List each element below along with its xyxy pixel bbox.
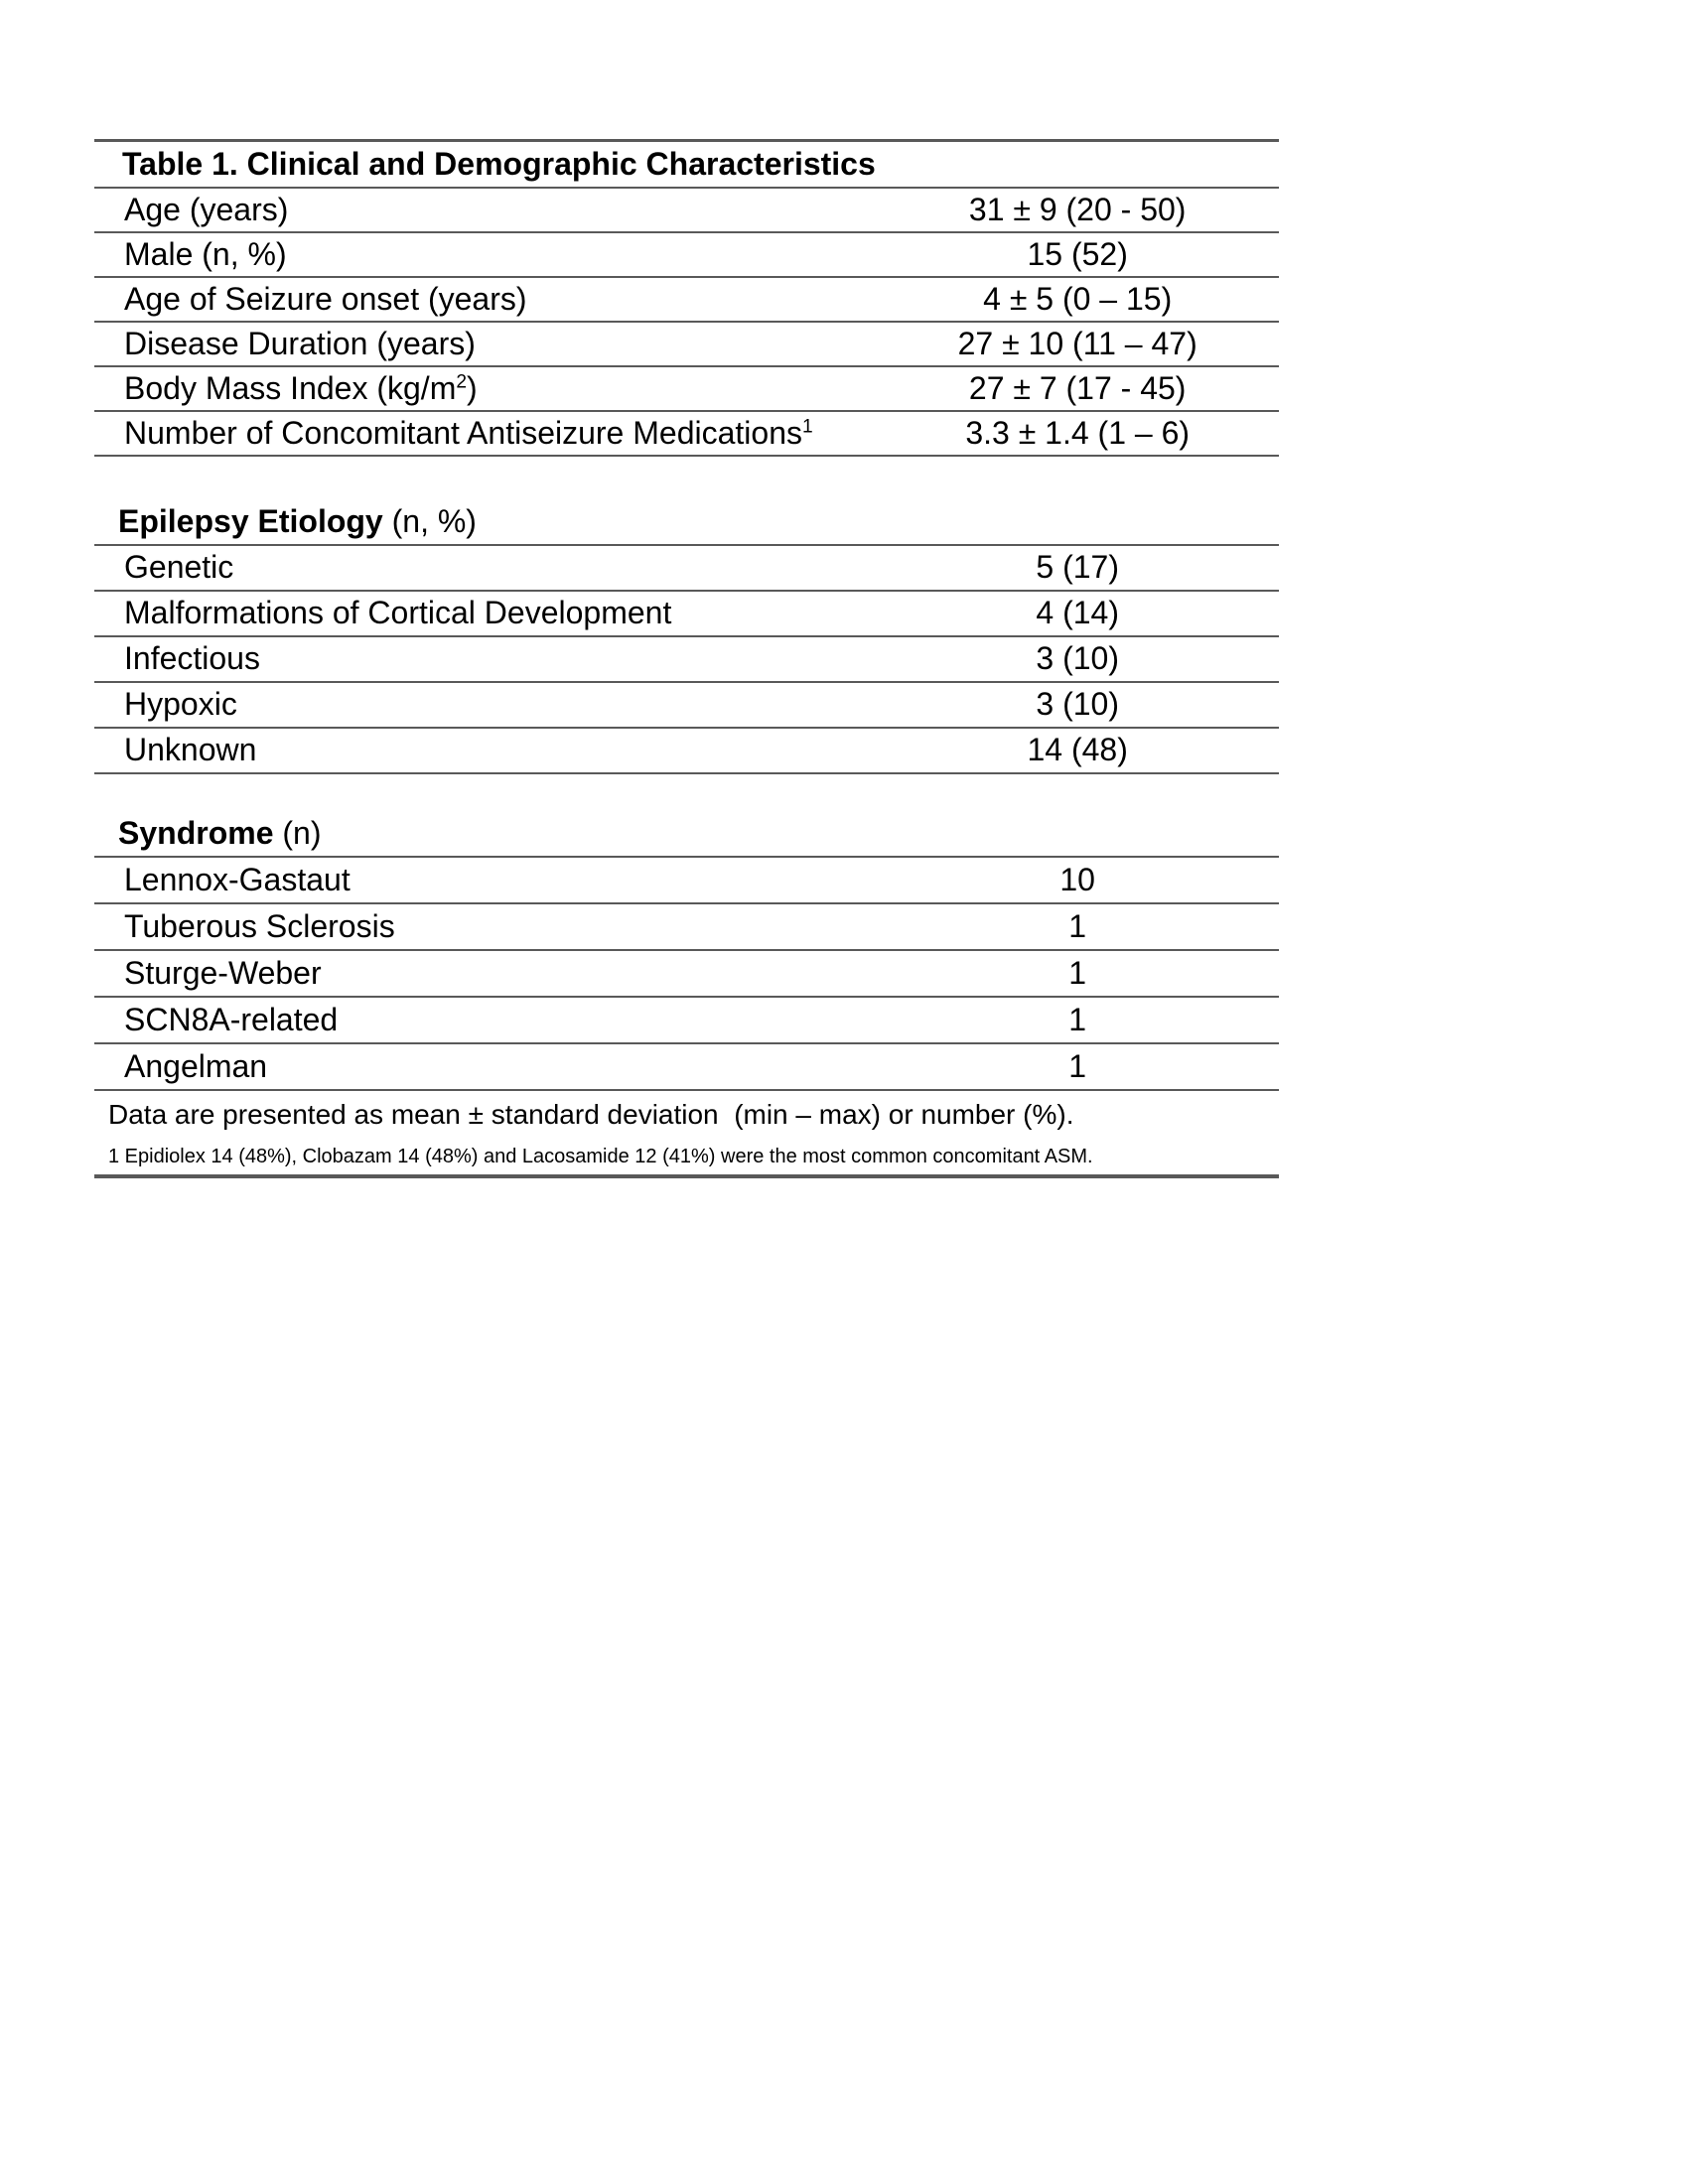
row-value: 31 ± 9 (20 - 50) [968,191,1187,227]
row-label: Unknown [124,732,257,768]
row-label: Tuberous Sclerosis [124,907,395,944]
syndrome-heading: Syndrome [118,815,274,852]
row-label: Malformations of Cortical Development [124,595,672,631]
footnote-main: Data are presented as mean ± standard deviation (min – max) or number (%). [108,1099,1074,1130]
row-label: Disease Duration (years) [124,325,476,361]
table-row [94,189,1279,233]
table-1 [94,139,1279,1178]
row-value: 1 [1068,907,1087,944]
row-value: 3 (10) [1036,686,1119,723]
row-value: 4 (14) [1036,595,1119,631]
row-label: Body Mass Index $(kg/m^2)$ [124,369,478,406]
footnote-small: 1 Epidiolex 14 (48%), Clobazam 14 (48%) and Lacosamide 12 (41%) were the most common concomitant ASM. [94,1139,1279,1178]
row-value: 15 (52) [1027,235,1128,272]
table-row [94,683,1279,729]
row-value: 1 [1068,1047,1087,1084]
etiology-heading: Epilepsy Etiology [118,503,383,540]
etiology-heading-units: (n, %) [382,503,477,540]
row-label: Infectious [124,640,260,677]
table-title-row [94,142,1279,189]
row-label: Number of Concomitant Antiseizure Medications$^1$ [124,414,813,451]
row-value: 27 ± 7 (17 - 45) [968,369,1187,406]
syndrome-heading-row [94,812,1279,858]
row-label: Age of Seizure onset (years) [124,280,527,317]
row-value: 1 [1068,1001,1087,1037]
table-row [94,546,1279,592]
table-row [94,904,1279,951]
row-label: Genetic [124,549,234,586]
etiology-heading-row [94,500,1279,546]
table-row [94,858,1279,904]
table-row [94,998,1279,1044]
row-label: Sturge-Weber [124,954,322,991]
demographics-section [94,139,1279,457]
table-row [94,323,1279,367]
row-label: Male (n, %) [124,235,287,272]
table-row [94,729,1279,774]
row-value: 27 ± 10 (11 – 47) [957,325,1197,361]
etiology-section [94,500,1279,774]
table-row [94,951,1279,998]
row-label: Hypoxic [124,686,237,723]
row-label: Angelman [124,1047,268,1084]
table-title: Table 1. Clinical and Demographic Characteristics [122,145,876,182]
table-row [94,592,1279,637]
section-gap [94,457,1279,500]
superscript: 2 [456,371,468,393]
row-value: 3 (10) [1036,640,1119,677]
table-row [94,1044,1279,1091]
table-row [94,637,1279,683]
row-label: SCN8A-related [124,1001,339,1037]
row-value: 1 [1068,954,1087,991]
section-gap [94,774,1279,812]
table-row [94,233,1279,278]
row-value: 10 [1059,861,1095,897]
row-label: Lennox-Gastaut [124,861,351,897]
syndrome-heading-units: (n) [273,815,322,852]
row-label: Age (years) [124,191,289,227]
row-value: 14 (48) [1027,732,1128,768]
row-value: 5 (17) [1036,549,1119,586]
table-row [94,367,1279,412]
superscript: 1 [801,416,813,438]
table-row [94,278,1279,323]
row-value: 4 ± 5 (0 – 15) [983,280,1173,317]
syndrome-section [94,812,1279,1091]
table-row [94,412,1279,457]
row-value: 3.3 ± 1.4 (1 – 6) [965,414,1191,451]
